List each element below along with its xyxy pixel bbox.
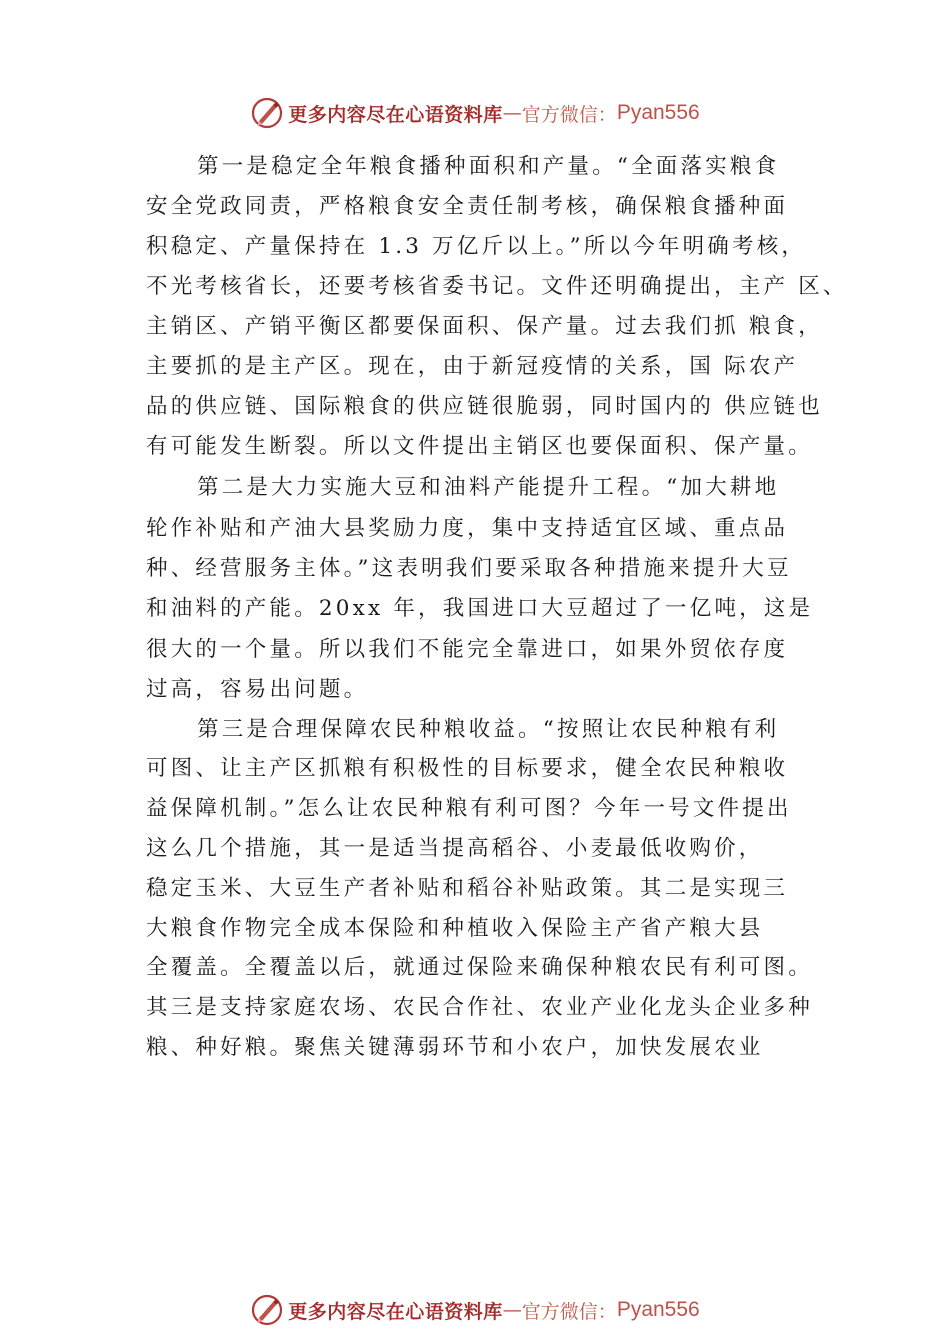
site-name-text: 更多内容尽在心语资料库 [288, 1300, 503, 1323]
paragraph-1-line-8: 有可能发生断裂。所以文件提出主销区也要保面积、保产量。 [146, 434, 813, 459]
paragraph-3-line-9: 粮、种好粮。聚焦关键薄弱环节和小农户，加快发展农业 [146, 1035, 764, 1060]
paragraph-2-line-6: 过高，容易出问题。 [146, 677, 369, 702]
paragraph-3-line-8: 其三是支持家庭农场、农民合作社、农业产业化龙头企业多种 [146, 995, 813, 1020]
paragraph-1-line-2: 安全党政同责，严格粮食安全责任制考核，确保粮食播种面 [146, 194, 789, 219]
footer-banner [0, 1290, 950, 1330]
banner-separator: — [502, 102, 522, 124]
paragraph-1-line-6: 主要抓的是主产区。现在，由于新冠疫情的关系，国 际农产 [146, 354, 799, 379]
paragraph-2-line-1: 第二是大力实施大豆和油料产能提升工程。“加大耕地 [197, 475, 780, 500]
site-name-text: 更多内容尽在心语资料库 [288, 103, 503, 126]
paragraph-3-line-2: 可图、让主产区抓粮有积极性的目标要求，健全农民种粮收 [146, 756, 789, 781]
paragraph-1-line-1: 第一是稳定全年粮食播种面积和产量。“全面落实粮食 [197, 154, 780, 179]
paragraph-2-line-4: 和油料的产能。20xx 年，我国进口大豆超过了一亿吨，这是 [146, 596, 814, 621]
paragraph-1-line-5: 主销区、产销平衡区都要保面积、保产量。过去我们抓 粮食， [146, 314, 823, 339]
wechat-label: 官方微信： [521, 1300, 617, 1323]
paragraph-1-line-7: 品的供应链、国际粮食的供应链很脆弱，同时国内的 供应链也 [146, 394, 823, 419]
pen-logo-icon [250, 1293, 284, 1327]
paragraph-2-line-3: 种、经营服务主体。”这表明我们要采取各种措施来提升大豆 [146, 556, 792, 581]
banner-separator: — [502, 1299, 522, 1321]
paragraph-1-line-4: 不光考核省长，还要考核省委书记。文件还明确提出，主产 区、 [146, 274, 848, 299]
wechat-id: Pyan556 [616, 1298, 700, 1321]
paragraph-2-line-2: 轮作补贴和产油大县奖励力度，集中支持适宜区域、重点品 [146, 516, 789, 541]
paragraph-2-line-5: 很大的一个量。所以我们不能完全靠进口，如果外贸依存度 [146, 637, 789, 662]
paragraph-3-line-6: 大粮食作物完全成本保险和种植收入保险主产省产粮大县 [146, 916, 764, 941]
paragraph-3-line-5: 稳定玉米、大豆生产者补贴和稻谷补贴政策。其二是实现三 [146, 876, 789, 901]
paragraph-3-line-4: 这么几个措施，其一是适当提高稻谷、小麦最低收购价， [146, 836, 764, 861]
paragraph-3-line-7: 全覆盖。全覆盖以后，就通过保险来确保种粮农民有利可图。 [146, 955, 813, 980]
paragraph-1-line-3: 积稳定、产量保持在 1.3 万亿斤以上。”所以今年明确考核， [146, 234, 807, 259]
wechat-id: Pyan556 [616, 101, 700, 124]
paragraph-3-line-3: 益保障机制。”怎么让农民种粮有利可图？今年一号文件提出 [146, 796, 792, 821]
paragraph-3-line-1: 第三是合理保障农民种粮收益。“按照让农民种粮有利 [197, 717, 780, 742]
wechat-label: 官方微信： [521, 103, 617, 126]
